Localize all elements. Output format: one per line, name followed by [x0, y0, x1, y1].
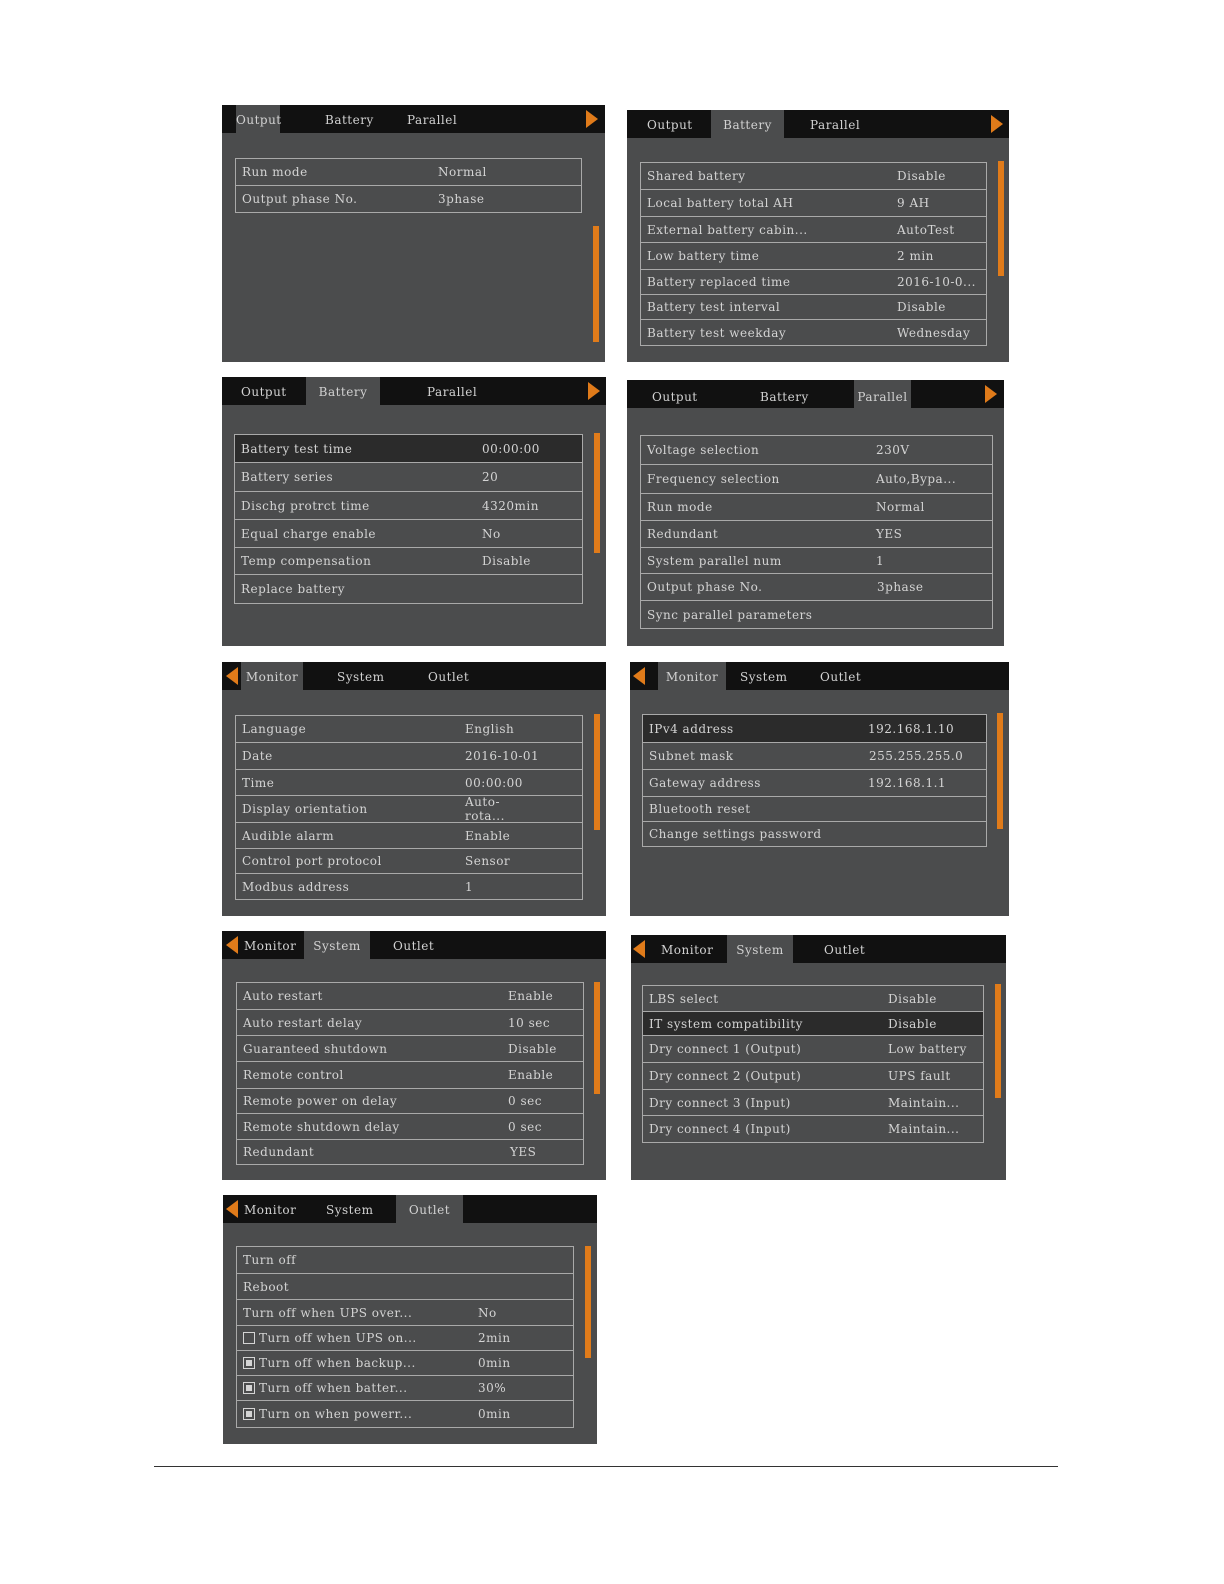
tab-parallel[interactable]: Parallel [407, 113, 458, 127]
tab-bar [222, 931, 606, 959]
list-item[interactable] [236, 796, 582, 823]
panel-outlet-settings [223, 1195, 597, 1444]
row-value: 1 [876, 553, 885, 568]
back-arrow-icon[interactable] [226, 1200, 238, 1218]
list-item[interactable] [237, 1326, 573, 1351]
row-value: YES [876, 527, 903, 541]
list-item[interactable] [237, 983, 583, 1010]
list-item[interactable] [641, 521, 992, 548]
row-value: Disable [888, 1016, 937, 1031]
row-label: Replace battery [241, 582, 346, 596]
panel-monitor-settings-2 [630, 662, 1009, 916]
row-label: Remote control [243, 1068, 344, 1082]
list-item[interactable] [237, 1376, 573, 1401]
row-value: Auto,Bypa... [876, 472, 957, 486]
list-item[interactable] [235, 463, 582, 492]
list-item[interactable] [641, 494, 992, 521]
scrollbar[interactable] [593, 226, 599, 342]
list-item[interactable] [643, 1116, 983, 1142]
list-item[interactable] [236, 849, 582, 874]
row-label: Gateway address [649, 776, 761, 790]
row-value: AutoTest [897, 222, 955, 237]
panel-battery-settings-2 [222, 377, 606, 646]
row-label: Auto restart delay [243, 1015, 363, 1030]
list-item[interactable] [641, 217, 986, 243]
list-item[interactable] [237, 1247, 573, 1274]
list-item[interactable] [643, 1036, 983, 1063]
row-value: Sensor [465, 854, 511, 868]
row-value: 3phase [438, 192, 485, 206]
scrollbar[interactable] [594, 714, 600, 830]
tab-monitor[interactable]: Monitor [661, 943, 714, 957]
tab-output[interactable]: Output [647, 118, 693, 132]
play-arrow-icon[interactable] [985, 385, 997, 403]
tab-battery[interactable]: Battery [760, 390, 809, 404]
list-item[interactable] [643, 822, 986, 846]
row-value: 9 AH [897, 196, 930, 210]
row-value: 10 sec [508, 1015, 551, 1030]
row-value: 2min [478, 1331, 511, 1345]
list-item[interactable] [237, 1036, 583, 1062]
list-item[interactable] [641, 295, 986, 320]
tab-parallel[interactable]: Parallel [810, 118, 861, 132]
row-value: Disable [508, 1041, 557, 1056]
settings-list [235, 158, 582, 213]
row-label: Output phase No. [242, 192, 358, 206]
list-item[interactable] [236, 186, 581, 212]
row-value: Normal [438, 165, 487, 179]
row-label: Reboot [243, 1279, 290, 1294]
row-value: 0 sec [508, 1119, 542, 1134]
tab-bar [223, 1195, 597, 1223]
row-label: Turn off when UPS on... [259, 1331, 417, 1345]
list-item[interactable] [236, 716, 582, 743]
tab-bar [630, 662, 1009, 690]
list-item[interactable] [237, 1140, 583, 1164]
row-value: 0min [478, 1407, 511, 1421]
row-label: Equal charge enable [241, 526, 377, 541]
tab-parallel[interactable]: Parallel [854, 380, 911, 410]
row-label: LBS select [649, 991, 719, 1006]
tab-system[interactable]: System [326, 1203, 374, 1217]
list-item[interactable] [237, 1300, 573, 1326]
list-item-selected[interactable] [643, 1012, 983, 1036]
row-value: YES [510, 1145, 537, 1159]
row-label: Battery series [241, 470, 334, 484]
settings-list [234, 434, 583, 604]
tab-battery[interactable]: Battery [711, 110, 784, 138]
scrollbar[interactable] [594, 982, 600, 1094]
row-value: Wednesday [897, 325, 971, 340]
list-item-selected[interactable] [235, 435, 582, 463]
list-item[interactable] [643, 770, 986, 797]
row-label: Subnet mask [649, 749, 734, 763]
row-value: 00:00:00 [482, 441, 540, 456]
list-item[interactable] [235, 548, 582, 575]
tab-outlet[interactable]: Outlet [428, 670, 470, 684]
tab-monitor[interactable]: Monitor [241, 662, 303, 690]
list-item[interactable] [237, 1062, 583, 1089]
row-value: No [478, 1305, 497, 1320]
row-value: 2016-10-0... [897, 275, 976, 289]
row-label: Frequency selection [647, 472, 780, 486]
row-label: Control port protocol [242, 854, 382, 868]
row-label: Run mode [647, 500, 713, 514]
list-item[interactable] [643, 1063, 983, 1090]
row-label: Dry connect 3 (Input) [649, 1095, 791, 1110]
tab-bar [627, 380, 1004, 408]
row-label: Redundant [243, 1145, 315, 1159]
row-label: Turn off when UPS over... [243, 1305, 413, 1320]
list-item[interactable] [236, 159, 581, 186]
row-value: Low battery [888, 1042, 967, 1056]
row-label: Audible alarm [242, 828, 335, 843]
panel-system-settings-1 [222, 931, 606, 1180]
row-value: Normal [876, 500, 925, 514]
row-value: Maintain... [888, 1122, 960, 1136]
page-footer-divider [154, 1466, 1058, 1467]
settings-list [235, 715, 583, 900]
row-label: Battery replaced time [647, 275, 791, 289]
list-item[interactable] [236, 823, 582, 849]
panel-output-settings [222, 105, 605, 362]
list-item[interactable] [641, 601, 992, 628]
row-label: IT system compatibility [649, 1016, 803, 1031]
row-value: Maintain... [888, 1095, 960, 1110]
row-label: Temp compensation [241, 554, 372, 568]
row-value: Disable [482, 554, 531, 568]
tab-system[interactable]: System [337, 670, 385, 684]
play-arrow-icon[interactable] [586, 110, 598, 128]
tab-outlet[interactable]: Outlet [820, 670, 862, 684]
list-item[interactable] [641, 190, 986, 217]
row-value: 30% [478, 1381, 507, 1395]
settings-list [642, 985, 984, 1143]
settings-list [640, 435, 993, 629]
row-label: External battery cabin... [647, 222, 808, 237]
list-item[interactable] [641, 574, 992, 601]
row-value: 3phase [877, 580, 924, 594]
row-value: 00:00:00 [465, 775, 523, 790]
row-label: Voltage selection [647, 443, 760, 457]
row-label: Shared battery [647, 169, 746, 183]
checkbox-icon[interactable] [243, 1408, 255, 1420]
settings-list [640, 162, 987, 346]
tab-system[interactable]: System [304, 931, 370, 959]
list-item[interactable] [641, 243, 986, 270]
checkbox-icon[interactable] [243, 1382, 255, 1394]
row-label: Time [242, 775, 275, 790]
row-value: Auto-rota... [465, 795, 505, 823]
tab-outlet[interactable]: Outlet [824, 943, 866, 957]
tab-system[interactable]: System [727, 935, 793, 963]
tab-bar [631, 935, 1006, 963]
row-label: Bluetooth reset [649, 802, 751, 816]
row-label: Modbus address [242, 879, 350, 894]
row-value: UPS fault [888, 1069, 951, 1083]
list-item[interactable] [237, 1010, 583, 1036]
row-value: Enable [508, 1068, 554, 1082]
back-arrow-icon[interactable] [633, 667, 645, 685]
row-label: Remote power on delay [243, 1094, 398, 1108]
row-label: Output phase No. [647, 580, 763, 594]
panel-parallel-settings [627, 380, 1004, 646]
row-label: Guaranteed shutdown [243, 1041, 388, 1056]
list-item[interactable] [643, 743, 986, 770]
list-item[interactable] [643, 1090, 983, 1116]
list-item[interactable] [236, 770, 582, 796]
row-label: Turn off [243, 1253, 297, 1267]
row-value: Enable [508, 989, 554, 1003]
list-item[interactable] [641, 320, 986, 345]
play-arrow-icon[interactable] [588, 382, 600, 400]
list-item[interactable] [235, 520, 582, 548]
scrollbar[interactable] [998, 161, 1004, 276]
row-label: Dry connect 4 (Input) [649, 1122, 791, 1136]
panel-monitor-settings-1 [222, 662, 606, 916]
tab-output[interactable]: Output [236, 105, 280, 133]
row-label: Language [242, 722, 307, 736]
list-item[interactable] [641, 436, 992, 465]
row-label: Auto restart [243, 989, 323, 1003]
row-label: Battery test time [241, 441, 353, 456]
row-label: Sync parallel parameters [647, 607, 813, 622]
back-arrow-icon[interactable] [226, 667, 238, 685]
play-arrow-icon[interactable] [991, 115, 1003, 133]
list-item[interactable] [641, 548, 992, 574]
row-value: 192.168.1.1 [868, 776, 947, 790]
row-label: IPv4 address [649, 721, 734, 736]
row-value: Disable [897, 169, 946, 183]
back-arrow-icon[interactable] [226, 936, 238, 954]
list-item[interactable] [237, 1114, 583, 1140]
tab-parallel[interactable]: Parallel [427, 385, 478, 399]
panel-system-settings-2 [631, 935, 1006, 1180]
row-value: 2 min [897, 249, 934, 263]
tab-output[interactable]: Output [241, 385, 287, 399]
scrollbar[interactable] [585, 1246, 591, 1358]
row-value: Disable [888, 991, 937, 1006]
list-item-selected[interactable] [643, 715, 986, 743]
row-value: 230V [876, 443, 910, 457]
row-value: Disable [897, 300, 946, 314]
list-item[interactable] [235, 575, 582, 603]
tab-monitor[interactable]: Monitor [244, 939, 297, 953]
row-value: 0 sec [508, 1094, 542, 1108]
row-label: Change settings password [649, 827, 822, 841]
row-label: Display orientation [242, 802, 368, 816]
row-value: 1 [465, 879, 474, 894]
list-item[interactable] [237, 1089, 583, 1114]
row-label: Turn off when backup... [259, 1356, 416, 1370]
tab-outlet[interactable]: Outlet [396, 1195, 463, 1223]
list-item[interactable] [641, 163, 986, 190]
tab-monitor[interactable]: Monitor [244, 1203, 297, 1217]
panel-battery-settings-1 [627, 110, 1009, 362]
row-label: Turn on when powerr... [259, 1407, 413, 1421]
scrollbar[interactable] [594, 433, 600, 553]
list-item[interactable] [643, 986, 983, 1012]
checkbox-icon[interactable] [243, 1332, 255, 1344]
row-value: Enable [465, 828, 511, 843]
back-arrow-icon[interactable] [633, 940, 645, 958]
settings-list [236, 982, 584, 1165]
tab-outlet[interactable]: Outlet [393, 939, 435, 953]
row-label: Local battery total AH [647, 196, 794, 210]
row-label: Date [242, 749, 273, 763]
row-label: Dry connect 2 (Output) [649, 1069, 802, 1083]
list-item[interactable] [643, 797, 986, 822]
scrollbar[interactable] [995, 984, 1001, 1098]
list-item[interactable] [235, 492, 582, 520]
list-item[interactable] [237, 1401, 573, 1427]
list-item[interactable] [641, 465, 992, 494]
row-label: System parallel num [647, 553, 782, 568]
row-value: 4320min [482, 498, 539, 513]
settings-list [236, 1246, 574, 1428]
list-item[interactable] [641, 270, 986, 295]
tab-battery[interactable]: Battery [306, 377, 380, 405]
checkbox-icon[interactable] [243, 1357, 255, 1369]
row-label: Remote shutdown delay [243, 1119, 400, 1134]
row-label: Battery test interval [647, 300, 781, 314]
settings-list [642, 714, 987, 847]
tab-bar [222, 377, 606, 405]
row-label: Battery test weekday [647, 325, 787, 340]
list-item[interactable] [237, 1351, 573, 1376]
row-value: 192.168.1.10 [868, 721, 955, 736]
row-value: No [482, 526, 501, 541]
row-value: 0min [478, 1356, 511, 1370]
row-value: 2016-10-01 [465, 749, 540, 763]
tab-output[interactable]: Output [652, 390, 698, 404]
tab-bar [222, 105, 605, 133]
tab-monitor[interactable]: Monitor [658, 662, 726, 690]
list-item[interactable] [236, 874, 582, 899]
tab-bar [222, 662, 606, 690]
tab-battery[interactable]: Battery [325, 113, 374, 127]
row-value: 20 [482, 470, 499, 484]
row-label: Low battery time [647, 249, 760, 263]
list-item[interactable] [237, 1274, 573, 1300]
row-value: 255.255.255.0 [869, 749, 964, 763]
row-label: Dry connect 1 (Output) [649, 1042, 802, 1056]
tab-bar [627, 110, 1009, 138]
scrollbar[interactable] [997, 713, 1003, 829]
row-label: Dischg protrct time [241, 498, 370, 513]
tab-system[interactable]: System [740, 670, 788, 684]
row-label: Redundant [647, 527, 719, 541]
row-label: Turn off when batter... [259, 1381, 408, 1395]
list-item[interactable] [236, 743, 582, 770]
row-value: English [465, 722, 515, 736]
row-label: Run mode [242, 165, 308, 179]
